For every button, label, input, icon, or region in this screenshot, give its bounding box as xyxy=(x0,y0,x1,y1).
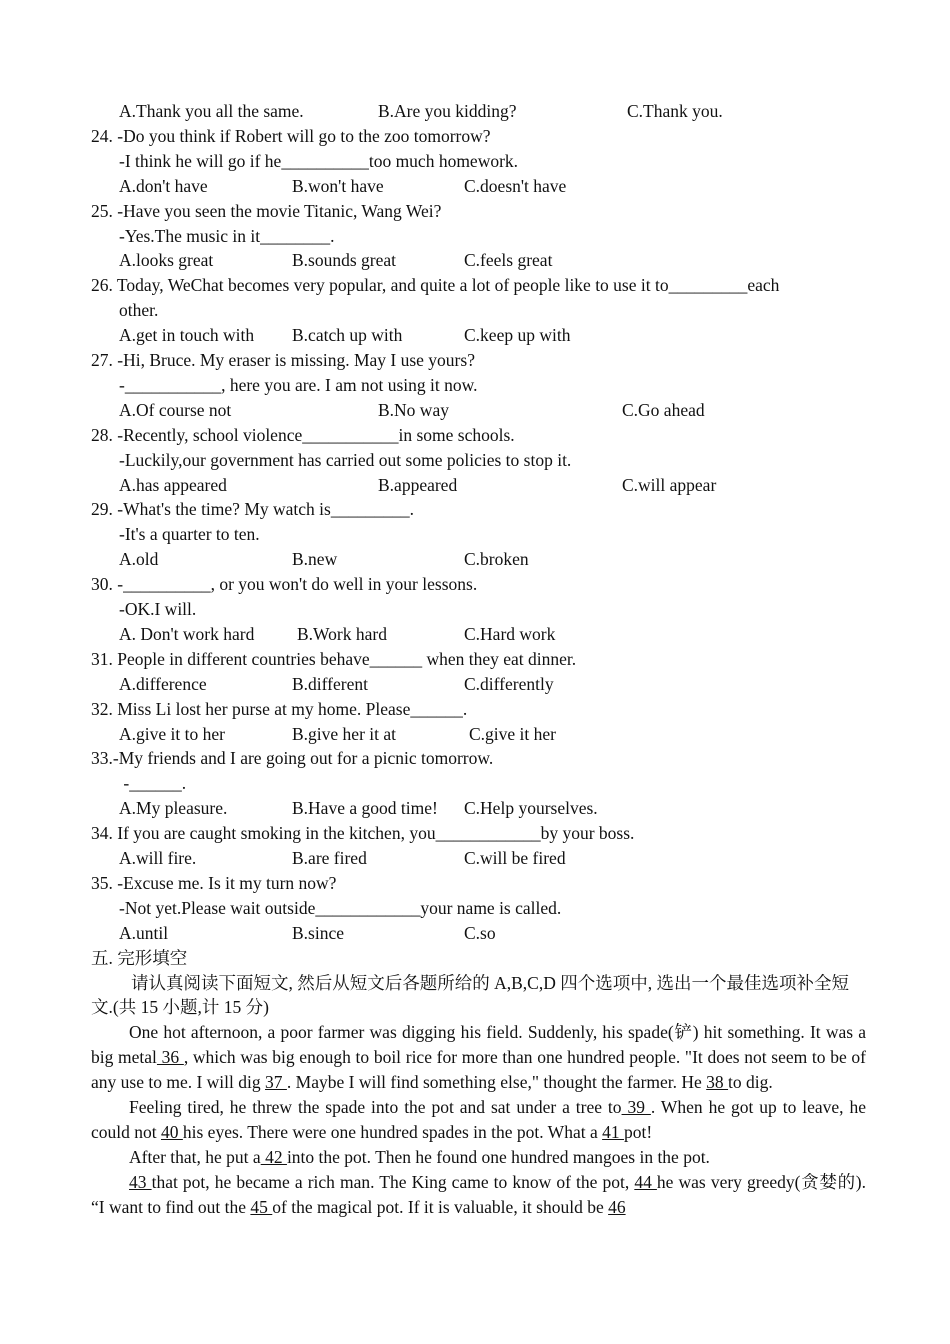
q29-option-b: B.new xyxy=(292,549,338,570)
q33-option-a: A.My pleasure. xyxy=(119,798,228,819)
q29-option-a: A.old xyxy=(119,549,159,570)
q30-option-b: B.Work hard xyxy=(297,623,387,644)
section-title-cloze: 五. 完形填空 xyxy=(91,947,188,968)
q23-options xyxy=(91,99,866,124)
q26-options xyxy=(91,323,866,348)
p3-text-1: After that, he put a xyxy=(129,1146,261,1167)
q25-option-c: C.feels great xyxy=(464,250,553,271)
p2-text-4: pot! xyxy=(623,1121,653,1142)
q25-options xyxy=(91,248,866,273)
q25-option-b: B.sounds great xyxy=(292,250,397,271)
q27-option-c: C.Go ahead xyxy=(622,399,705,420)
q34-options xyxy=(91,846,866,871)
cloze-paragraph-4 xyxy=(91,1170,866,1220)
p4-text-2: he was very greedy(贪婪的). “I want to find out the xyxy=(91,1171,867,1217)
q31-option-a: A.difference xyxy=(119,673,207,694)
blank-37: 37 xyxy=(265,1072,287,1093)
q31-option-c: C.differently xyxy=(464,673,554,694)
exam-page xyxy=(91,99,866,1220)
q32-option-b: B.give her it at xyxy=(292,723,397,744)
q35-question: 35. -Excuse me. Is it my turn now? xyxy=(91,872,337,893)
q23-option-a: A.Thank you all the same. xyxy=(119,101,304,121)
q35-options xyxy=(91,921,866,946)
q28-options xyxy=(91,473,866,498)
p4-text-3: of the magical pot. If it is valuable, it should be xyxy=(272,1196,609,1217)
blank-36: 36 xyxy=(156,1047,184,1068)
q25-reply: -Yes.The music in it________. xyxy=(119,225,335,246)
q25-question: 25. -Have you seen the movie Titanic, Wang Wei? xyxy=(91,200,442,221)
q30-reply: -OK.I will. xyxy=(119,599,197,620)
q26-question-continued: other. xyxy=(119,300,159,321)
q34-option-c: C.will be fired xyxy=(464,848,566,869)
blank-42: 42 xyxy=(260,1146,287,1167)
q26-option-a: A.get in touch with xyxy=(119,325,255,346)
q24-option-b: B.won't have xyxy=(292,175,384,196)
blank-43: 43 xyxy=(129,1171,152,1192)
q26-option-b: B.catch up with xyxy=(292,325,403,346)
q33-option-b: B.Have a good time! xyxy=(292,798,438,819)
q35-option-b: B.since xyxy=(292,922,345,943)
p4-text-1: that pot, he became a rich man. The King came to know of the pot, xyxy=(151,1171,635,1192)
q32-option-a: A.give it to her xyxy=(119,723,225,744)
p2-text-2: . When he got up to leave, he could not xyxy=(91,1097,866,1142)
q33-option-c: C.Help yourselves. xyxy=(464,798,598,819)
q24-option-a: A.don't have xyxy=(119,175,208,196)
q28-option-a: A.has appeared xyxy=(119,474,227,495)
q31-question: 31. People in different countries behave______ when they eat dinner. xyxy=(91,648,577,669)
q23-option-c: C.Thank you. xyxy=(627,101,723,121)
cloze-paragraph-3 xyxy=(91,1145,866,1170)
q28-option-b: B.appeared xyxy=(378,474,458,495)
q27-option-a: A.Of course not xyxy=(119,399,232,420)
q24-options xyxy=(91,174,866,199)
q26-question: 26. Today, WeChat becomes very popular, and quite a lot of people like to use it to_________each xyxy=(91,275,780,296)
q23-option-b: B.Are you kidding? xyxy=(378,101,517,121)
q29-question: 29. -What's the time? My watch is_________. xyxy=(91,499,414,520)
blank-44: 44 xyxy=(634,1171,657,1192)
p2-text-1: Feeling tired, he threw the spade into the pot and sat under a tree to xyxy=(129,1097,622,1118)
p1-text-3: . Maybe I will find something else," thought the farmer. He xyxy=(286,1072,707,1093)
q35-option-a: A.until xyxy=(119,922,169,943)
q27-option-b: B.No way xyxy=(378,399,449,420)
q29-option-c: C.broken xyxy=(464,549,529,570)
q29-reply: -It's a quarter to ten. xyxy=(119,524,260,545)
q32-question: 32. Miss Li lost her purse at my home. Please______. xyxy=(91,698,468,719)
q33-options xyxy=(91,796,866,821)
q25-option-a: A.looks great xyxy=(119,250,214,271)
q28-reply: -Luckily,our government has carried out some policies to stop it. xyxy=(119,449,572,470)
q28-option-c: C.will appear xyxy=(622,474,717,495)
q29-options xyxy=(91,547,866,572)
p1-text-2: , which was big enough to boil rice for more than one hundred people. "It does not seem to be of any use to me. I will dig xyxy=(91,1047,867,1093)
q34-question: 34. If you are caught smoking in the kitchen, you____________by your boss. xyxy=(91,823,635,844)
q30-options xyxy=(91,622,866,647)
q31-option-b: B.different xyxy=(292,673,368,694)
p1-text-4: to dig. xyxy=(728,1072,773,1093)
q35-reply: -Not yet.Please wait outside____________your name is called. xyxy=(119,897,562,918)
p3-text-2: into the pot. Then he found one hundred mangoes in the pot. xyxy=(286,1146,710,1167)
q24-question: 24. -Do you think if Robert will go to the zoo tomorrow? xyxy=(91,125,491,146)
q27-question: 27. -Hi, Bruce. My eraser is missing. May I use yours? xyxy=(91,350,475,370)
p2-text-3: his eyes. There were one hundred spades in the pot. What a xyxy=(182,1121,603,1142)
q30-option-a: A. Don't work hard xyxy=(119,623,255,644)
blank-41: 41 xyxy=(602,1121,624,1142)
q34-option-a: A.will fire. xyxy=(119,848,197,869)
cloze-instructions: 请认真阅读下面短文, 然后从短文后各题所给的 A,B,C,D 四个选项中, 选出一个最佳选项补全短文.(共 15 小题,计 15 分) xyxy=(91,972,849,1018)
q34-option-b: B.are fired xyxy=(292,848,367,869)
q24-reply: -I think he will go if he__________too much homework. xyxy=(119,150,519,171)
q27-reply: -___________, here you are. I am not using it now. xyxy=(119,374,478,395)
q27-options xyxy=(91,398,866,423)
blank-46: 46 xyxy=(608,1196,626,1217)
q33-question: 33.-My friends and I are going out for a picnic tomorrow. xyxy=(91,748,494,769)
q32-options xyxy=(91,722,866,747)
q30-option-c: C.Hard work xyxy=(464,623,556,644)
blank-40: 40 xyxy=(161,1121,183,1142)
q26-option-c: C.keep up with xyxy=(464,325,571,346)
q35-option-c: C.so xyxy=(464,922,496,943)
q30-question: 30. -__________, or you won't do well in your lessons. xyxy=(91,574,478,595)
cloze-paragraph-2 xyxy=(91,1095,866,1145)
q28-question: 28. -Recently, school violence___________in some schools. xyxy=(91,424,515,445)
q32-option-c: C.give it her xyxy=(469,723,556,744)
q24-option-c: C.doesn't have xyxy=(464,175,567,196)
blank-38: 38 xyxy=(706,1072,729,1093)
q33-reply: -______. xyxy=(119,773,187,794)
cloze-paragraph-1 xyxy=(91,1020,866,1095)
blank-45: 45 xyxy=(250,1196,273,1217)
p1-text-1: One hot afternoon, a poor farmer was digging his field. Suddenly, his spade(铲) hit something. It was a big metal xyxy=(91,1022,866,1068)
q31-options xyxy=(91,672,866,697)
blank-39: 39 xyxy=(621,1097,651,1118)
